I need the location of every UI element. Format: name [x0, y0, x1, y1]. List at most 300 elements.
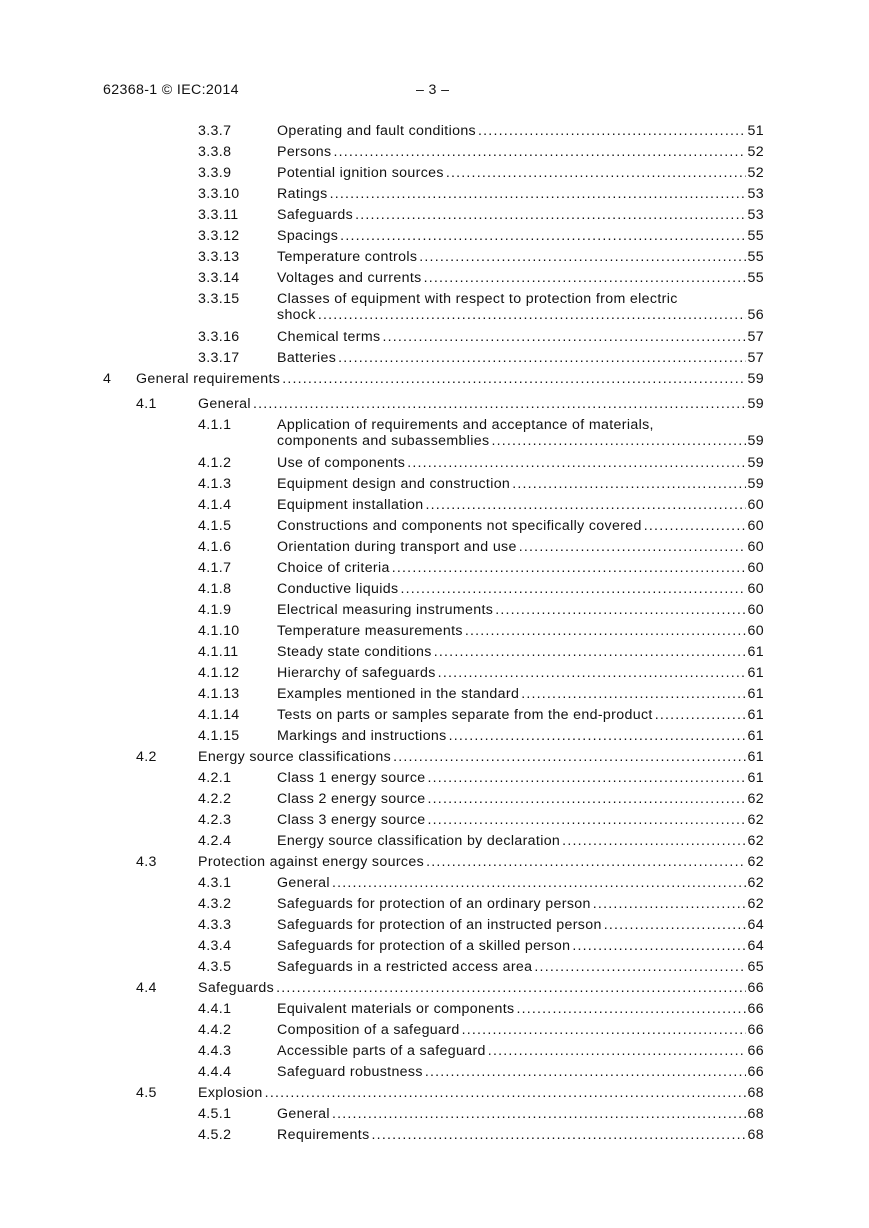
toc-entry-number: 4.5.2	[198, 1127, 232, 1143]
toc-entry-page: 62	[747, 896, 764, 912]
toc-entry-number: 4.3.5	[198, 959, 232, 975]
toc-entry-page: 61	[747, 728, 764, 744]
toc-entry-number: 4.1.5	[198, 518, 232, 534]
toc-entry[interactable]	[0, 453, 869, 474]
toc-entry-page: 62	[747, 791, 764, 807]
toc-entry-title-block	[277, 518, 764, 534]
dot-leader	[478, 123, 746, 139]
toc-entry-page: 61	[747, 749, 764, 765]
toc-entry-line	[198, 854, 764, 870]
dot-leader	[392, 560, 746, 576]
toc-entry-line	[277, 791, 764, 807]
toc-entry-title: Safeguards for protection of a skilled person	[277, 938, 571, 954]
toc-entry[interactable]	[0, 1125, 869, 1146]
toc-entry-title-block	[277, 417, 764, 449]
toc-entry-page: 61	[747, 665, 764, 681]
toc-entry-title-block	[277, 665, 764, 681]
dot-leader	[424, 270, 746, 286]
toc-entry-line	[277, 455, 764, 471]
toc-entry-line	[277, 875, 764, 891]
toc-entry[interactable]	[0, 957, 869, 978]
dot-leader	[449, 728, 746, 744]
toc-entry-title-block	[277, 623, 764, 639]
toc-entry-title: Potential ignition sources	[277, 165, 444, 181]
toc-entry-title-block	[277, 455, 764, 471]
toc-entry-title: Protection against energy sources	[198, 854, 425, 870]
toc-entry-number: 4.4.3	[198, 1043, 232, 1059]
toc-entry-title: Safeguard robustness	[277, 1064, 423, 1080]
toc-entry-title-block	[277, 539, 764, 555]
page-number: – 3 –	[416, 82, 450, 98]
dot-leader	[340, 228, 745, 244]
toc-entry-page: 68	[747, 1085, 764, 1101]
document-id: 62368-1 © IEC:2014	[103, 82, 239, 98]
toc-entry-line	[277, 665, 764, 681]
toc-entry-title: Hierarchy of safeguards	[277, 665, 436, 681]
toc-entry-number: 3.3.9	[198, 165, 232, 181]
toc-entry-number: 4	[103, 371, 112, 387]
toc-entry[interactable]	[0, 537, 869, 558]
dot-leader	[318, 307, 746, 323]
toc-entry-title-block	[277, 165, 764, 181]
toc-entry-number: 4.2.4	[198, 833, 232, 849]
toc-entry-line	[198, 1085, 764, 1101]
toc-entry-title: Composition of a safeguard	[277, 1022, 460, 1038]
toc-entry-page: 62	[747, 854, 764, 870]
toc-entry-line	[277, 938, 764, 954]
dot-leader	[276, 980, 745, 996]
page-header	[103, 82, 763, 102]
toc-entry[interactable]	[0, 558, 869, 579]
toc-entry-title: Operating and fault conditions	[277, 123, 477, 139]
toc-entry-line	[277, 1043, 764, 1059]
toc-entry[interactable]	[0, 726, 869, 747]
toc-entry-line	[277, 497, 764, 513]
toc-entry-title-block	[277, 249, 764, 265]
toc-entry-page: 52	[747, 144, 764, 160]
toc-entry[interactable]	[0, 789, 869, 810]
toc-entry-title: General requirements	[136, 371, 281, 387]
toc-entry-title-block	[277, 728, 764, 744]
toc-entry-title-block	[277, 770, 764, 786]
toc-entry-page: 59	[747, 396, 764, 412]
dot-leader	[428, 812, 746, 828]
toc-entry[interactable]	[0, 1041, 869, 1062]
dot-leader	[521, 686, 745, 702]
toc-entry[interactable]	[0, 894, 869, 915]
toc-entry-line	[136, 371, 764, 387]
dot-leader	[593, 896, 746, 912]
toc-entry[interactable]	[0, 873, 869, 894]
toc-entry-line	[198, 980, 764, 996]
toc-entry-page: 62	[747, 875, 764, 891]
toc-entry-line	[277, 329, 764, 345]
toc-entry-title: Chemical terms	[277, 329, 381, 345]
toc-entry-title-block	[277, 791, 764, 807]
dot-leader	[428, 791, 746, 807]
toc-entry-number: 4.1.14	[198, 707, 240, 723]
toc-entry[interactable]	[0, 226, 869, 247]
toc-entry[interactable]	[0, 1020, 869, 1041]
toc-entry-page: 57	[747, 350, 764, 366]
toc-entry-title-block	[277, 1064, 764, 1080]
dot-leader	[446, 165, 746, 181]
toc-entry-title: Markings and instructions	[277, 728, 447, 744]
toc-entry-title: Safeguards	[198, 980, 275, 996]
dot-leader	[495, 602, 745, 618]
toc-entry[interactable]	[0, 289, 869, 327]
toc-entry[interactable]	[0, 936, 869, 957]
toc-entry-title: Batteries	[277, 350, 337, 366]
toc-entry[interactable]	[0, 579, 869, 600]
toc-entry-number: 4.4	[136, 980, 157, 996]
toc-entry-page: 51	[747, 123, 764, 139]
toc-entry-line	[277, 249, 764, 265]
dot-leader	[491, 433, 745, 449]
toc-entry-page: 53	[747, 186, 764, 202]
table-of-contents	[0, 121, 869, 1146]
toc-entry[interactable]	[0, 1104, 869, 1125]
dot-leader	[562, 833, 745, 849]
toc-entry-page: 65	[747, 959, 764, 975]
toc-entry-number: 4.1.2	[198, 455, 232, 471]
toc-entry-title-block	[277, 1001, 764, 1017]
toc-entry[interactable]	[0, 516, 869, 537]
toc-entry-number: 4.1.4	[198, 497, 232, 513]
dot-leader	[488, 1043, 746, 1059]
toc-entry[interactable]	[0, 810, 869, 831]
toc-entry-line	[277, 165, 764, 181]
toc-entry[interactable]	[0, 369, 869, 390]
toc-entry-title-line: Classes of equipment with respect to protection from electric	[277, 291, 678, 307]
toc-entry-page: 68	[747, 1127, 764, 1143]
toc-entry[interactable]	[0, 415, 869, 453]
toc-entry-title: shock	[277, 307, 316, 323]
dot-leader	[572, 938, 745, 954]
toc-entry-number: 3.3.7	[198, 123, 232, 139]
toc-entry-title-block	[277, 602, 764, 618]
toc-entry-title-block	[277, 207, 764, 223]
toc-entry-line	[277, 433, 764, 449]
dot-leader	[462, 1022, 746, 1038]
toc-entry-title: Temperature measurements	[277, 623, 463, 639]
toc-entry-page: 55	[747, 228, 764, 244]
toc-entry-line	[277, 959, 764, 975]
toc-entry-title: Safeguards for protection of an ordinary person	[277, 896, 591, 912]
toc-entry-title-block	[277, 186, 764, 202]
toc-entry-page: 60	[747, 602, 764, 618]
toc-entry-line	[277, 518, 764, 534]
dot-leader	[355, 207, 745, 223]
toc-entry-title-line: Application of requirements and acceptance of materials,	[277, 417, 654, 433]
toc-entry-number: 4.3.1	[198, 875, 232, 891]
toc-entry-page: 61	[747, 686, 764, 702]
toc-entry-line	[277, 896, 764, 912]
toc-entry-page: 61	[747, 644, 764, 660]
toc-entry[interactable]	[0, 642, 869, 663]
dot-leader	[393, 749, 745, 765]
toc-entry-line	[277, 581, 764, 597]
toc-entry-number: 4.1.9	[198, 602, 232, 618]
toc-entry-page: 59	[747, 433, 764, 449]
toc-entry-number: 3.3.12	[198, 228, 240, 244]
toc-entry-page: 66	[747, 1001, 764, 1017]
toc-entry[interactable]	[0, 663, 869, 684]
toc-entry-number: 3.3.15	[198, 291, 240, 307]
toc-entry-line	[277, 833, 764, 849]
toc-entry-number: 4.2.2	[198, 791, 232, 807]
toc-entry[interactable]	[0, 1062, 869, 1083]
toc-entry-title-block	[277, 329, 764, 345]
toc-entry-number: 4.5	[136, 1085, 157, 1101]
toc-entry-page: 52	[747, 165, 764, 181]
toc-entry-number: 3.3.11	[198, 207, 239, 223]
toc-entry[interactable]	[0, 600, 869, 621]
toc-entry-number: 4.3	[136, 854, 157, 870]
toc-entry-title-block	[277, 917, 764, 933]
toc-entry[interactable]	[0, 495, 869, 516]
toc-entry-title: Safeguards in a restricted access area	[277, 959, 533, 975]
toc-entry-line	[198, 749, 764, 765]
toc-entry[interactable]	[0, 978, 869, 999]
toc-entry-number: 3.3.8	[198, 144, 232, 160]
toc-entry-number: 4.4.2	[198, 1022, 232, 1038]
toc-entry-line	[277, 307, 764, 323]
toc-entry-number: 3.3.17	[198, 350, 240, 366]
toc-entry-number: 4.1.15	[198, 728, 240, 744]
toc-entry-title-block	[277, 497, 764, 513]
toc-entry-page: 61	[747, 770, 764, 786]
toc-entry-line	[277, 602, 764, 618]
toc-entry-title-block	[136, 371, 764, 387]
toc-entry-title: General	[198, 396, 251, 412]
toc-entry-number: 4.2	[136, 749, 157, 765]
toc-entry-line	[277, 539, 764, 555]
toc-entry-line	[277, 228, 764, 244]
toc-entry-title-block	[277, 812, 764, 828]
dot-leader	[334, 144, 746, 160]
toc-entry-number: 4.1.8	[198, 581, 232, 597]
toc-entry-line	[277, 144, 764, 160]
toc-entry-title: Explosion	[198, 1085, 263, 1101]
toc-entry-page: 60	[747, 560, 764, 576]
toc-entry-number: 4.3.3	[198, 917, 232, 933]
toc-entry[interactable]	[0, 747, 869, 768]
toc-entry-title: Orientation during transport and use	[277, 539, 517, 555]
toc-entry-page: 64	[747, 938, 764, 954]
toc-entry-number: 4.2.3	[198, 812, 232, 828]
toc-entry[interactable]	[0, 1083, 869, 1104]
toc-entry-number: 4.5.1	[198, 1106, 232, 1122]
dot-leader	[644, 518, 746, 534]
toc-entry-title-block	[277, 875, 764, 891]
toc-entry-number: 4.1.7	[198, 560, 232, 576]
toc-entry-line	[277, 1001, 764, 1017]
toc-entry-title: Safeguards	[277, 207, 354, 223]
toc-entry-title: Constructions and components not specifically covered	[277, 518, 642, 534]
dot-leader	[519, 539, 746, 555]
toc-entry-number: 4.3.2	[198, 896, 232, 912]
toc-entry-title: Ratings	[277, 186, 328, 202]
toc-entry-title-block	[277, 1022, 764, 1038]
toc-entry-page: 60	[747, 623, 764, 639]
toc-entry-line	[277, 476, 764, 492]
toc-entry-title-block	[198, 749, 764, 765]
toc-entry[interactable]	[0, 915, 869, 936]
toc-entry-line	[277, 123, 764, 139]
toc-entry-title-block	[277, 686, 764, 702]
toc-entry-number: 4.2.1	[198, 770, 232, 786]
toc-entry[interactable]	[0, 184, 869, 205]
toc-entry-page: 59	[747, 455, 764, 471]
toc-entry-line	[277, 1022, 764, 1038]
dot-leader	[516, 1001, 745, 1017]
toc-entry-number: 4.1.11	[198, 644, 239, 660]
toc-entry-title: Class 3 energy source	[277, 812, 426, 828]
toc-entry[interactable]	[0, 474, 869, 495]
toc-entry-page: 55	[747, 270, 764, 286]
toc-entry-page: 68	[747, 1106, 764, 1122]
toc-entry-title: Choice of criteria	[277, 560, 390, 576]
toc-entry-title-block	[277, 476, 764, 492]
toc-entry-line	[277, 812, 764, 828]
dot-leader	[425, 1064, 746, 1080]
toc-entry-title-block	[277, 959, 764, 975]
toc-entry-number: 4.4.4	[198, 1064, 232, 1080]
toc-entry[interactable]	[0, 205, 869, 226]
toc-entry-line	[277, 917, 764, 933]
toc-entry-line	[277, 1106, 764, 1122]
toc-entry-line	[277, 186, 764, 202]
dot-leader	[332, 1106, 746, 1122]
toc-entry-number: 4.1	[136, 396, 157, 412]
dot-leader	[438, 665, 746, 681]
dot-leader	[428, 770, 746, 786]
toc-entry[interactable]	[0, 852, 869, 873]
toc-entry-line	[277, 623, 764, 639]
toc-entry-title-block	[198, 980, 764, 996]
toc-entry-page: 66	[747, 1064, 764, 1080]
toc-entry-page: 57	[747, 329, 764, 345]
toc-entry-number: 3.3.16	[198, 329, 240, 345]
toc-entry-title: Requirements	[277, 1127, 370, 1143]
toc-entry-title: Equipment design and construction	[277, 476, 511, 492]
dot-leader	[382, 329, 745, 345]
toc-entry-line	[277, 770, 764, 786]
toc-entry-number: 4.1.1	[198, 417, 232, 433]
toc-entry-title: Spacings	[277, 228, 339, 244]
toc-entry[interactable]	[0, 394, 869, 415]
toc-entry-line	[277, 728, 764, 744]
toc-entry-title-block	[277, 644, 764, 660]
toc-entry-title: Class 1 energy source	[277, 770, 426, 786]
toc-entry-page: 60	[747, 581, 764, 597]
toc-entry[interactable]	[0, 268, 869, 289]
toc-entry[interactable]	[0, 831, 869, 852]
dot-leader	[604, 917, 746, 933]
toc-entry[interactable]	[0, 163, 869, 184]
dot-leader	[332, 875, 746, 891]
toc-entry-title-block	[198, 854, 764, 870]
toc-entry-title-block	[277, 707, 764, 723]
toc-entry-title: Tests on parts or samples separate from the end-product	[277, 707, 653, 723]
toc-entry[interactable]	[0, 705, 869, 726]
toc-entry-number: 3.3.10	[198, 186, 240, 202]
toc-entry[interactable]	[0, 348, 869, 369]
toc-entry-page: 64	[747, 917, 764, 933]
dot-leader	[338, 350, 745, 366]
toc-entry-page: 66	[747, 1043, 764, 1059]
toc-entry-title: Examples mentioned in the standard	[277, 686, 520, 702]
toc-entry-number: 4.1.3	[198, 476, 232, 492]
toc-entry-number: 3.3.13	[198, 249, 240, 265]
toc-entry-title: General	[277, 875, 330, 891]
toc-entry-title: Energy source classifications	[198, 749, 392, 765]
toc-entry-line	[277, 207, 764, 223]
toc-entry[interactable]	[0, 327, 869, 348]
toc-entry-title: Voltages and currents	[277, 270, 422, 286]
toc-entry-page: 53	[747, 207, 764, 223]
toc-entry-page: 66	[747, 1022, 764, 1038]
toc-entry-line	[277, 350, 764, 366]
toc-entry-title-block	[277, 270, 764, 286]
toc-entry-title: Class 2 energy source	[277, 791, 426, 807]
dot-leader	[434, 644, 746, 660]
dot-leader	[465, 623, 746, 639]
dot-leader	[426, 854, 745, 870]
toc-entry-page: 59	[747, 371, 764, 387]
toc-entry-title-block	[277, 291, 764, 323]
toc-entry-title: Accessible parts of a safeguard	[277, 1043, 486, 1059]
toc-entry-title-block	[277, 833, 764, 849]
toc-entry-title: Energy source classification by declaration	[277, 833, 561, 849]
toc-entry-line	[277, 1064, 764, 1080]
toc-entry-title: Equipment installation	[277, 497, 424, 513]
toc-entry[interactable]	[0, 768, 869, 789]
toc-entry-title-block	[277, 581, 764, 597]
dot-leader	[282, 371, 745, 387]
toc-entry-title: Steady state conditions	[277, 644, 432, 660]
toc-entry[interactable]	[0, 621, 869, 642]
toc-entry-page: 60	[747, 497, 764, 513]
dot-leader	[534, 959, 745, 975]
toc-entry-number: 4.1.6	[198, 539, 232, 555]
toc-entry-number: 4.3.4	[198, 938, 232, 954]
toc-entry[interactable]	[0, 121, 869, 142]
toc-entry-title-block	[198, 1085, 764, 1101]
toc-entry-page: 66	[747, 980, 764, 996]
dot-leader	[655, 707, 746, 723]
dot-leader	[372, 1127, 746, 1143]
toc-entry-number: 3.3.14	[198, 270, 240, 286]
toc-entry[interactable]	[0, 684, 869, 705]
toc-entry-title: Safeguards for protection of an instructed person	[277, 917, 602, 933]
toc-entry-title: Conductive liquids	[277, 581, 399, 597]
toc-entry-line	[277, 1127, 764, 1143]
toc-entry-line	[277, 560, 764, 576]
toc-entry-title: Persons	[277, 144, 332, 160]
toc-entry[interactable]	[0, 142, 869, 163]
dot-leader	[419, 249, 745, 265]
toc-entry-title-block	[277, 938, 764, 954]
toc-entry[interactable]	[0, 999, 869, 1020]
toc-entry-number: 4.1.13	[198, 686, 240, 702]
toc-entry-title-block	[277, 123, 764, 139]
toc-entry-page: 56	[747, 307, 764, 323]
toc-entry-title-block	[277, 144, 764, 160]
toc-entry-title-block	[277, 1106, 764, 1122]
toc-entry[interactable]	[0, 247, 869, 268]
